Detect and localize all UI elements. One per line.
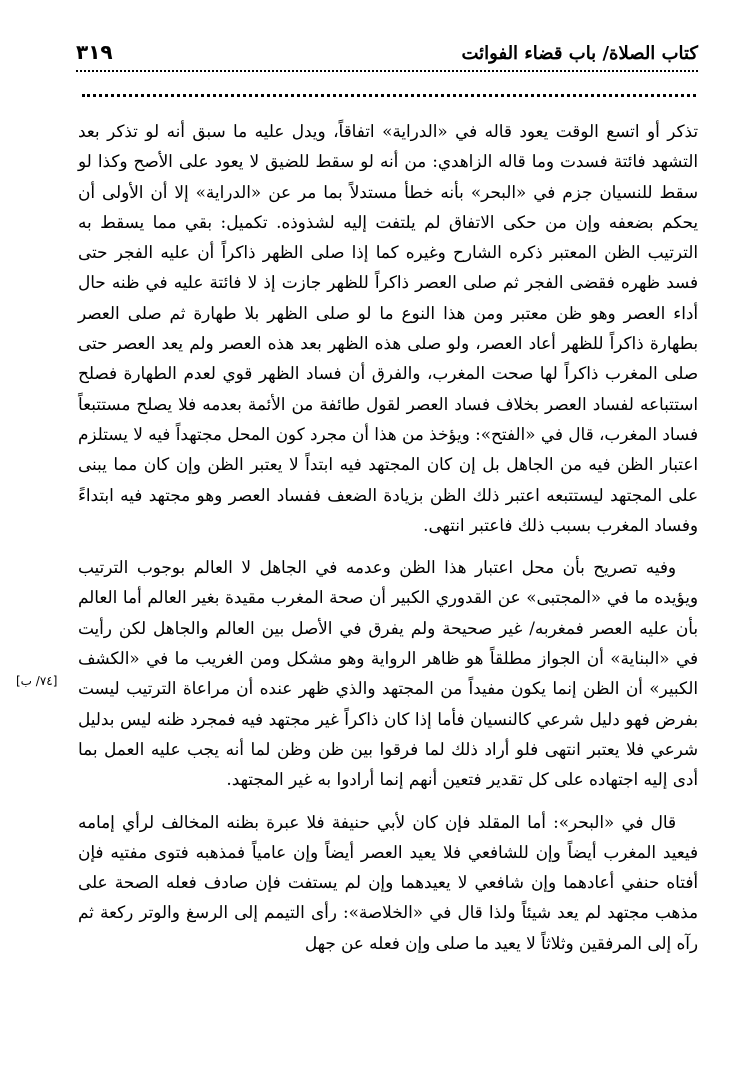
paragraph-1: تذكر أو اتسع الوقت يعود قاله في «الدراية» اتفاقاً، ويدل عليه ما سبق أنه لو تذكر بعد التشهد فائتة فسدت وما قاله الزاهدي: من أنه لو سقط للضيق لا يعود على الأصح وكذا لو سقط للنسيان جزم في «البحر» بأنه خطأ مستدلاً بما مر عن «الدراية» إلا أن الأولى أن يحكم بضعفه وإن من حكى الاتفاق لم يلتفت إليه لشذوذه. تكميل: بقي مما يسقط به الترتيب الظن المعتبر ذكره الشارح وغيره كما إذا صلى الظهر ذاكراً أن عليه الفجر حتى فسد ظهره فقضى الفجر ثم صلى العصر ذاكراً للظهر جازت إذ لا فائتة عليه في ظنه حال أداء العصر وهو ظن معتبر ومن هذا النوع ما لو صلى الظهر بلا طهارة ثم صلى العصر بطهارة ذاكراً للظهر أعاد العصر، ولو صلى هذه الظهر بعد هذه العصر ولم يعد العصر حتى صلى المغرب ذاكراً لها صحت المغرب، والفرق أن فساد الظهر قوي لعدم الطهارة فصلح استتباعه لفساد العصر بخلاف فساد العصر لقول طائفة من الأئمة بعدمه فلا يصلح مستتبعاً فساد المغرب، قال في «الفتح»: ويؤخذ من هذا أن مجرد كون المحل مجتهداً فيه لا يستلزم اعتبار الظن فيه من الجاهل بل إن كان المجتهد فيه ابتداً لا يعتبر الظن وإن كان مما يبنى على المجتهد ليستتبعه اعتبر ذلك الظن بزيادة الضعف ففساد العصر وهو مجتهد فيه ابتداءً وفساد المغرب بسبب ذلك فاعتبر انتهى. bbox=[78, 121, 698, 535]
body-text bbox=[78, 116, 698, 970]
manuscript-folio-reference: [٧٤/ ب] bbox=[16, 674, 58, 688]
page-number: ٣١٩ bbox=[76, 40, 113, 64]
paragraph-3: قال في «البحر»: أما المقلد فإن كان لأبي حنيفة فلا عبرة بظنه المخالف لرأي إمامه فيعيد المغرب أيضاً وإن للشافعي فلا يعيد العصر أيضاً وإن عامياً فمذهبه فتوى مفتيه فإن أفتاه حنفي أعادهما وإن شافعي لا يعيدهما وإن لم يستفت فإن صادف فعله الصحة على مذهب مجتهد لم يعد شيئاً ولذا قال في «الخلاصة»: رأى التيمم إلى الرسغ والوتر ركعة ثم رآه إلى المرفقين وثلاثاً لا يعيد ما صلى وإن فعله عن جهل bbox=[78, 811, 698, 953]
dotted-separator bbox=[82, 94, 696, 97]
running-title: كتاب الصلاة/ باب قضاء الفوائت bbox=[461, 43, 698, 64]
page-header bbox=[76, 36, 698, 72]
paragraph-2: وفيه تصريح بأن محل اعتبار هذا الظن وعدمه في الجاهل لا العالم بوجوب الترتيب ويؤيده ما في «المجتبى» عن القدوري الكبير أن صحة المغرب مقيدة بغير العالم أما العالم بأن عليه العصر فمغربه/ غير صحيحة ولم يفرق في الأصل بين العالم والجاهل لكن رأيت في «البناية» أن الجواز مطلقاً هو ظاهر الرواية وهو مشكل ومن الغريب ما في «الكشف الكبير» أن الظن إنما يكون مفيداً من المجتهد والذي ظهر عنده أن مراعاة الترتيب ليست بفرض فهو دليل شرعي كالنسيان فأما إذا كان ذاكراً غير مجتهد فيه فمجرد ظنه ليس بدليل شرعي فلا يعتبر انتهى فلو أراد ذلك لما فرقوا بين ظن وظن لما أنه يجب عليه العمل بما أدى إليه اجتهاده على كل تقدير فتعين أنهم إنما أرادوا به غير المجتهد. bbox=[78, 557, 698, 790]
